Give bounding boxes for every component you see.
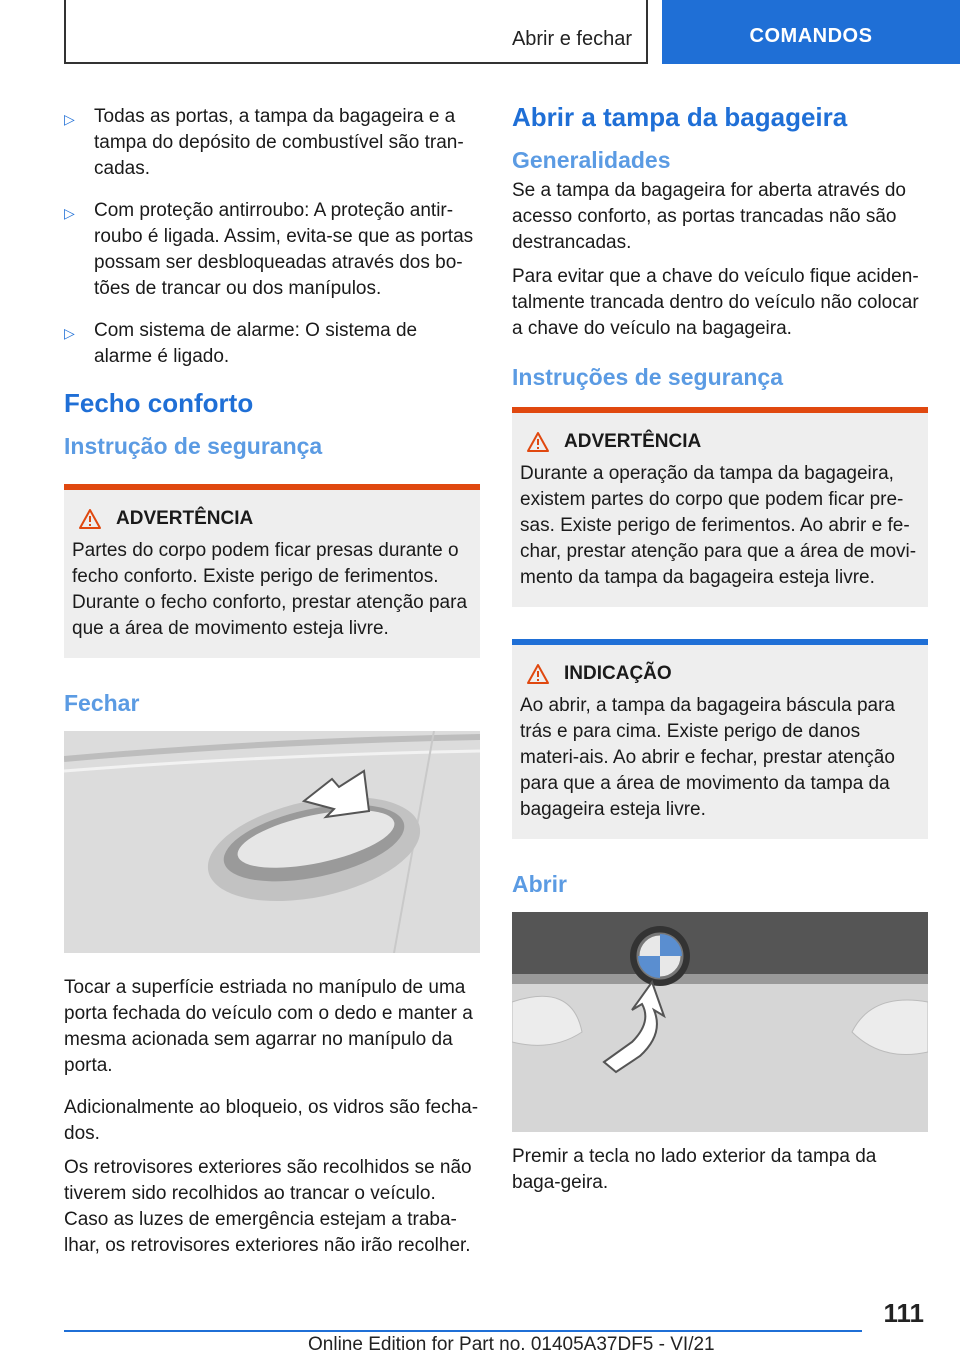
footer-rule: [64, 1330, 862, 1332]
paragraph-key-warning: Para evitar que a chave do veículo fique aciden‐talmente trancada dentro do veículo não colocar a chave do veículo na bagageira.: [512, 266, 919, 339]
warning-text: Partes do corpo podem ficar presas durante o fecho conforto. Existe perigo de ferimentos. Durante o fecho conforto, prestar atenção para que a área de movimento esteja livre.: [72, 540, 468, 639]
warning-title-text: ADVERTÊNCIA: [116, 508, 254, 529]
tailgate-button-image: [512, 912, 928, 1132]
heading-instrucao-seguranca: Instrução de segurança: [64, 433, 323, 459]
right-column: [512, 100, 928, 1204]
list-item: [64, 198, 480, 302]
note-text: Ao abrir, a tampa da bagageira báscula para trás e para cima. Existe perigo de danos materi‐ais. Ao abrir e fechar, prestar atenção para que a área de movimento da tampa da bagageira esteja livre.: [520, 695, 895, 820]
header-chapter-tab: COMANDOS: [662, 0, 960, 64]
warning-box: [64, 484, 480, 658]
list-item-text: Com sistema de alarme: O sistema de alarme é ligado.: [94, 320, 418, 367]
note-title-text: INDICAÇÃO: [564, 663, 672, 684]
warning-triangle-icon: [526, 431, 550, 453]
heading-generalidades: Generalidades: [512, 147, 671, 173]
paragraph-press-button: Premir a tecla no lado exterior da tampa da baga‐geira.: [512, 1146, 877, 1193]
warning-box: [512, 407, 928, 607]
heading-abrir-tampa: Abrir a tampa da bagageira: [512, 102, 848, 132]
paragraph-comfort-access: Se a tampa da bagageira for aberta através do acesso conforto, as portas trancadas não são destrancadas.: [512, 180, 906, 253]
note-box: [512, 639, 928, 839]
paragraph-touch-handle: Tocar a superfície estriada no manípulo de uma porta fechada do veículo com o dedo e manter a mesma acionada sem agarrar no manípulo da porta.: [64, 977, 473, 1076]
heading-fechar: Fechar: [64, 690, 140, 716]
warning-title: [520, 431, 920, 453]
heading-fecho-conforto: Fecho conforto: [64, 388, 254, 418]
warning-triangle-icon: [78, 508, 102, 530]
list-item-text: Todas as portas, a tampa da bagageira e a tampa do depósito de combustível são tran‐cadas.: [94, 106, 464, 179]
list-item: [64, 318, 480, 370]
triangle-right-icon: ▷: [64, 325, 75, 341]
page-number: 111: [883, 1298, 924, 1328]
warning-title: [72, 508, 472, 530]
door-handle-image: [64, 731, 480, 953]
header-frame: [64, 0, 648, 64]
footer-edition: Online Edition for Part no. 01405A37DF5 - VI/21: [308, 1334, 715, 1355]
note-title: [520, 663, 920, 685]
paragraph-windows-close: Adicionalmente ao bloqueio, os vidros são fecha‐dos.: [64, 1097, 479, 1144]
header-section-title: Abrir e fechar: [511, 28, 632, 50]
warning-text: Durante a operação da tampa da bagageira, existem partes do corpo que podem ficar pre‐sas. Existe perigo de ferimentos. Ao abrir e fe‐char, prestar atenção para que a área de movi‐mento da tampa da bagageira esteja livre.: [520, 463, 917, 588]
paragraph-mirrors: Os retrovisores exteriores são recolhidos se não tiverem sido recolhidos ao trancar o veículo. Caso as luzes de emergência estejam a traba‐lhar, os retrovisores exteriores não irão recolher.: [64, 1157, 472, 1256]
left-column: [64, 100, 480, 1267]
triangle-right-icon: ▷: [64, 205, 75, 221]
list-item: [64, 104, 480, 182]
list-item-text: Com proteção antirroubo: A proteção antir‐roubo é ligada. Assim, evita-se que as portas possam ser desbloqueadas através dos bo‐tões de trancar ou dos manípulos.: [94, 200, 474, 299]
warning-triangle-icon: [526, 663, 550, 685]
heading-instrucoes-seguranca: Instruções de segurança: [512, 364, 783, 390]
warning-title-text: ADVERTÊNCIA: [564, 431, 702, 452]
heading-abrir: Abrir: [512, 871, 567, 897]
triangle-right-icon: ▷: [64, 111, 75, 127]
